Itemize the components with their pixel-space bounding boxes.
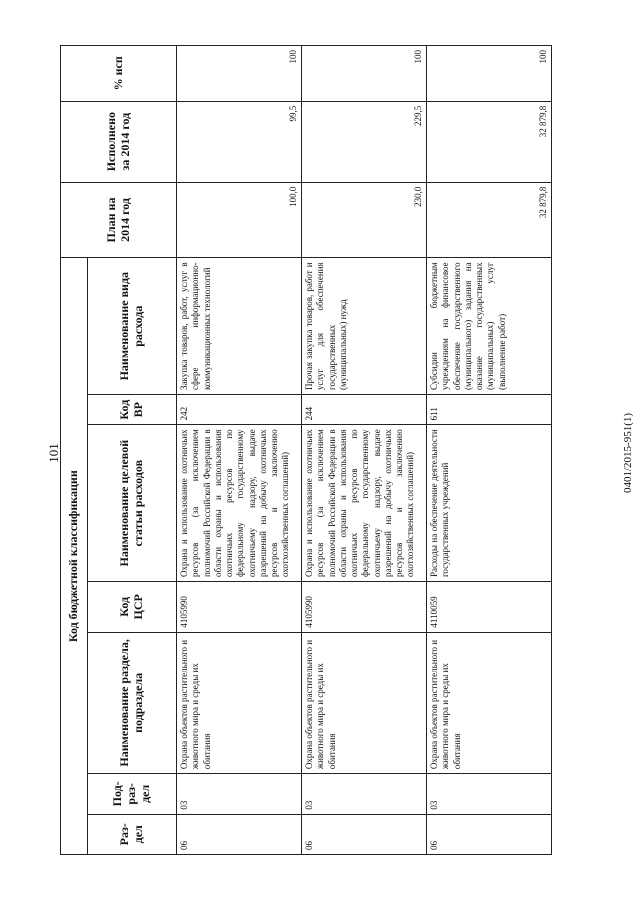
target-name-cell: Расходы на обеспечение деятельности государственных учреждений	[427, 425, 552, 582]
done-cell: 99,5	[177, 101, 302, 182]
csr-cell: 4105990	[177, 582, 302, 633]
table-row	[302, 46, 427, 855]
section-name-header: Наименование раздела, подраздела	[88, 632, 177, 774]
budget-table	[60, 45, 552, 855]
table-row	[177, 46, 302, 855]
vr-cell: 244	[302, 394, 427, 424]
target-name-cell: Охрана и использование охотничьих ресурсов (за исключением полномочий Российской Федерации в области охраны и использования охотничьих ресурсов по федеральному государственному охотничьему надзору, выдаче разрешений на добычу охотничьих ресурсов и заключению охотхозяйственных соглашений)	[177, 425, 302, 582]
podrazdel-cell: 03	[427, 774, 552, 814]
plan-cell: 100,0	[177, 182, 302, 258]
done-cell: 229,5	[302, 101, 427, 182]
plan-cell: 32 879,8	[427, 182, 552, 258]
podrazdel-header: Под-раз-дел	[88, 774, 177, 814]
razdel-cell: 06	[427, 814, 552, 854]
table-row	[427, 46, 552, 855]
razdel-cell: 06	[177, 814, 302, 854]
plan-cell: 230,0	[302, 182, 427, 258]
expense-name-cell: Прочая закупка товаров, работ и услуг для обеспечения государственных (муниципальных) нужд	[302, 258, 427, 395]
razdel-header: Раз-дел	[88, 814, 177, 854]
percent-cell: 100	[177, 46, 302, 102]
vr-cell: 611	[427, 394, 552, 424]
expense-name-header: Наименование вида расхода	[88, 258, 177, 395]
csr-header: Код ЦСР	[88, 582, 177, 633]
section-name-cell: Охрана объектов растительного и животного мира и среды их обитания	[427, 632, 552, 774]
done-cell: 32 879,8	[427, 101, 552, 182]
budget-classification-header: Код бюджетной классификации	[61, 258, 88, 855]
budget-table-rotated	[60, 45, 560, 855]
plan-header: План на 2014 год	[61, 182, 177, 258]
percent-cell: 100	[302, 46, 427, 102]
done-header: Исполнено за 2014 год	[61, 101, 177, 182]
target-name-header: Наименование целевой статьи расходов	[88, 425, 177, 582]
document-code: 0401/2015-951(1)	[622, 412, 634, 494]
expense-name-cell: Закупка товаров, работ, услуг в сфере информационно-коммуникационных технологий	[177, 258, 302, 395]
expense-name-cell: Субсидии бюджетным учреждениям на финансовое обеспечение государственного (муниципального) задания на оказание государственных (муниципальных) услуг (выполнение работ)	[427, 258, 552, 395]
page-number: 101	[46, 443, 61, 463]
section-name-cell: Охрана объектов растительного и животного мира и среды их обитания	[177, 632, 302, 774]
razdel-cell: 06	[302, 814, 427, 854]
podrazdel-cell: 03	[177, 774, 302, 814]
podrazdel-cell: 03	[302, 774, 427, 814]
percent-cell: 100	[427, 46, 552, 102]
budget-table-frame	[60, 45, 560, 855]
csr-cell: 4105990	[302, 582, 427, 633]
percent-header: % исп	[61, 46, 177, 102]
vr-cell: 242	[177, 394, 302, 424]
target-name-cell: Охрана и использование охотничьих ресурсов (за исключением полномочий Российской Федерации в области охраны и использования охотничьих ресурсов по федеральному государственному охотничьему надзору, выдаче разрешений на добычу охотничьих ресурсов и заключению охотхозяйственных соглашений)	[302, 425, 427, 582]
vr-header: Код ВР	[88, 394, 177, 424]
csr-cell: 4110059	[427, 582, 552, 633]
section-name-cell: Охрана объектов растительного и животного мира и среды их обитания	[302, 632, 427, 774]
